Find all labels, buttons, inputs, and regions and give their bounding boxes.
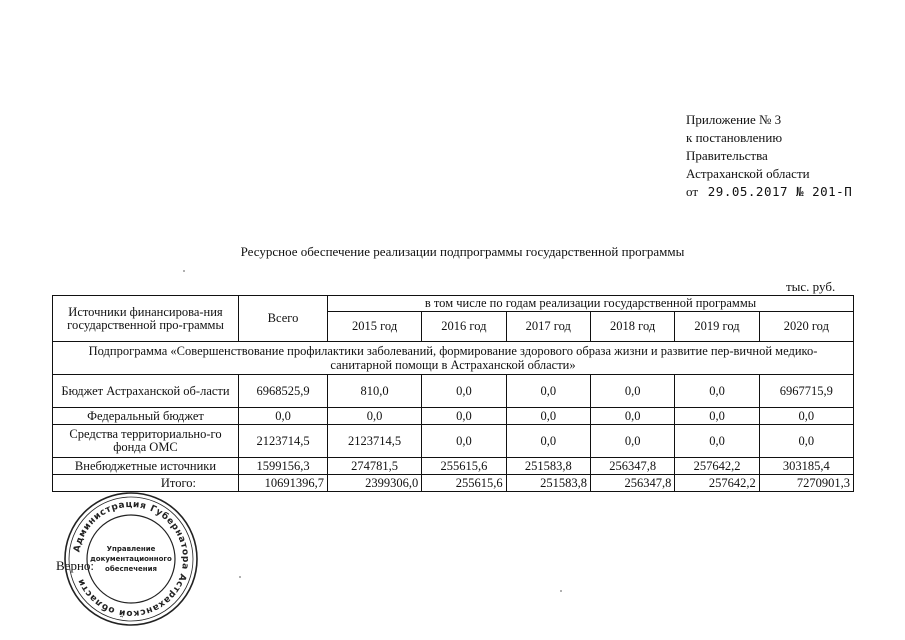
scan-speck [560,590,562,592]
row-source: Средства территориально-го фонда ОМС [53,425,239,458]
seal-inner-ring [87,515,175,603]
total-label: Итого: [53,475,239,492]
row-value: 0,0 [675,425,759,458]
total-value: 257642,2 [675,475,759,492]
row-value: 255615,6 [422,458,506,475]
row-total: 1599156,3 [239,458,328,475]
row-value: 0,0 [328,408,422,425]
row-value: 0,0 [675,408,759,425]
row-value: 0,0 [422,425,506,458]
verno-label: Верно: [56,558,95,573]
row-value: 256347,8 [590,458,674,475]
table-row [53,458,854,475]
scan-speck [183,270,185,272]
header-by-years: в том числе по годам реализации государственной программы [328,296,854,312]
header-year: 2018 год [590,312,674,342]
row-source: Внебюджетные источники [53,458,239,475]
row-value: 0,0 [506,425,590,458]
row-value: 0,0 [506,408,590,425]
total-value: 256347,8 [590,475,674,492]
annex-date-prefix: от [686,184,699,199]
table-row [53,408,854,425]
header-source: Источники финансирова-ния государственной про-граммы [53,296,239,342]
row-value: 0,0 [422,408,506,425]
row-total: 0,0 [239,408,328,425]
total-value: 251583,8 [506,475,590,492]
row-value: 0,0 [590,425,674,458]
page-title: Ресурсное обеспечение реализации подпрограммы государственной программы [240,244,685,259]
row-value: 0,0 [759,425,853,458]
seal-center-line-2: документационного [90,555,172,563]
header-year: 2016 год [422,312,506,342]
row-value: 0,0 [506,375,590,408]
annex-block [686,111,852,201]
seal-center-line-1: Управление [106,545,156,553]
annex-line-4: Астраханской области [686,166,810,181]
header-total: Всего [239,296,328,342]
row-value: 0,0 [590,408,674,425]
subprogram-title: Подпрограмма «Совершенствование профилактики заболеваний, формирование здорового образа жизни и развитие пер-вичной медико-санитарной помощи в Астраханской области» [53,342,854,375]
total-value: 255615,6 [422,475,506,492]
row-value: 303185,4 [759,458,853,475]
total-row [53,475,854,492]
row-source: Федеральный бюджет [53,408,239,425]
table-row [53,375,854,408]
row-value: 810,0 [328,375,422,408]
annex-line-3: Правительства [686,148,768,163]
row-value: 0,0 [675,375,759,408]
seal-ring-text: Администрация Губернатора Астраханской области [72,499,191,619]
row-total: 2123714,5 [239,425,328,458]
row-value: 0,0 [590,375,674,408]
row-total: 6968525,9 [239,375,328,408]
header-year: 2020 год [759,312,853,342]
table-row [53,425,854,458]
annex-line-2: к постановлению [686,130,783,145]
total-value: 2399306,0 [328,475,422,492]
seal-center-line-3: обеспечения [105,565,157,573]
annex-line-1: Приложение № 3 [686,112,782,127]
header-year: 2015 год [328,312,422,342]
row-value: 0,0 [759,408,853,425]
total-sum: 10691396,7 [239,475,328,492]
row-value: 257642,2 [675,458,759,475]
units-label: тыс. руб. [786,279,836,294]
row-value: 251583,8 [506,458,590,475]
total-value: 7270901,3 [759,475,853,492]
header-year: 2019 год [675,312,759,342]
subprogram-row [53,342,854,375]
row-value: 0,0 [422,375,506,408]
row-source: Бюджет Астраханской об-ласти [53,375,239,408]
row-value: 2123714,5 [328,425,422,458]
annex-line-5 [686,183,852,201]
header-year: 2017 год [506,312,590,342]
table-header-row [53,296,854,312]
row-value: 6967715,9 [759,375,853,408]
annex-date-ref: 29.05.2017 № 201-П [707,184,853,199]
resource-table [52,295,854,492]
scan-speck [239,576,241,578]
row-value: 274781,5 [328,458,422,475]
